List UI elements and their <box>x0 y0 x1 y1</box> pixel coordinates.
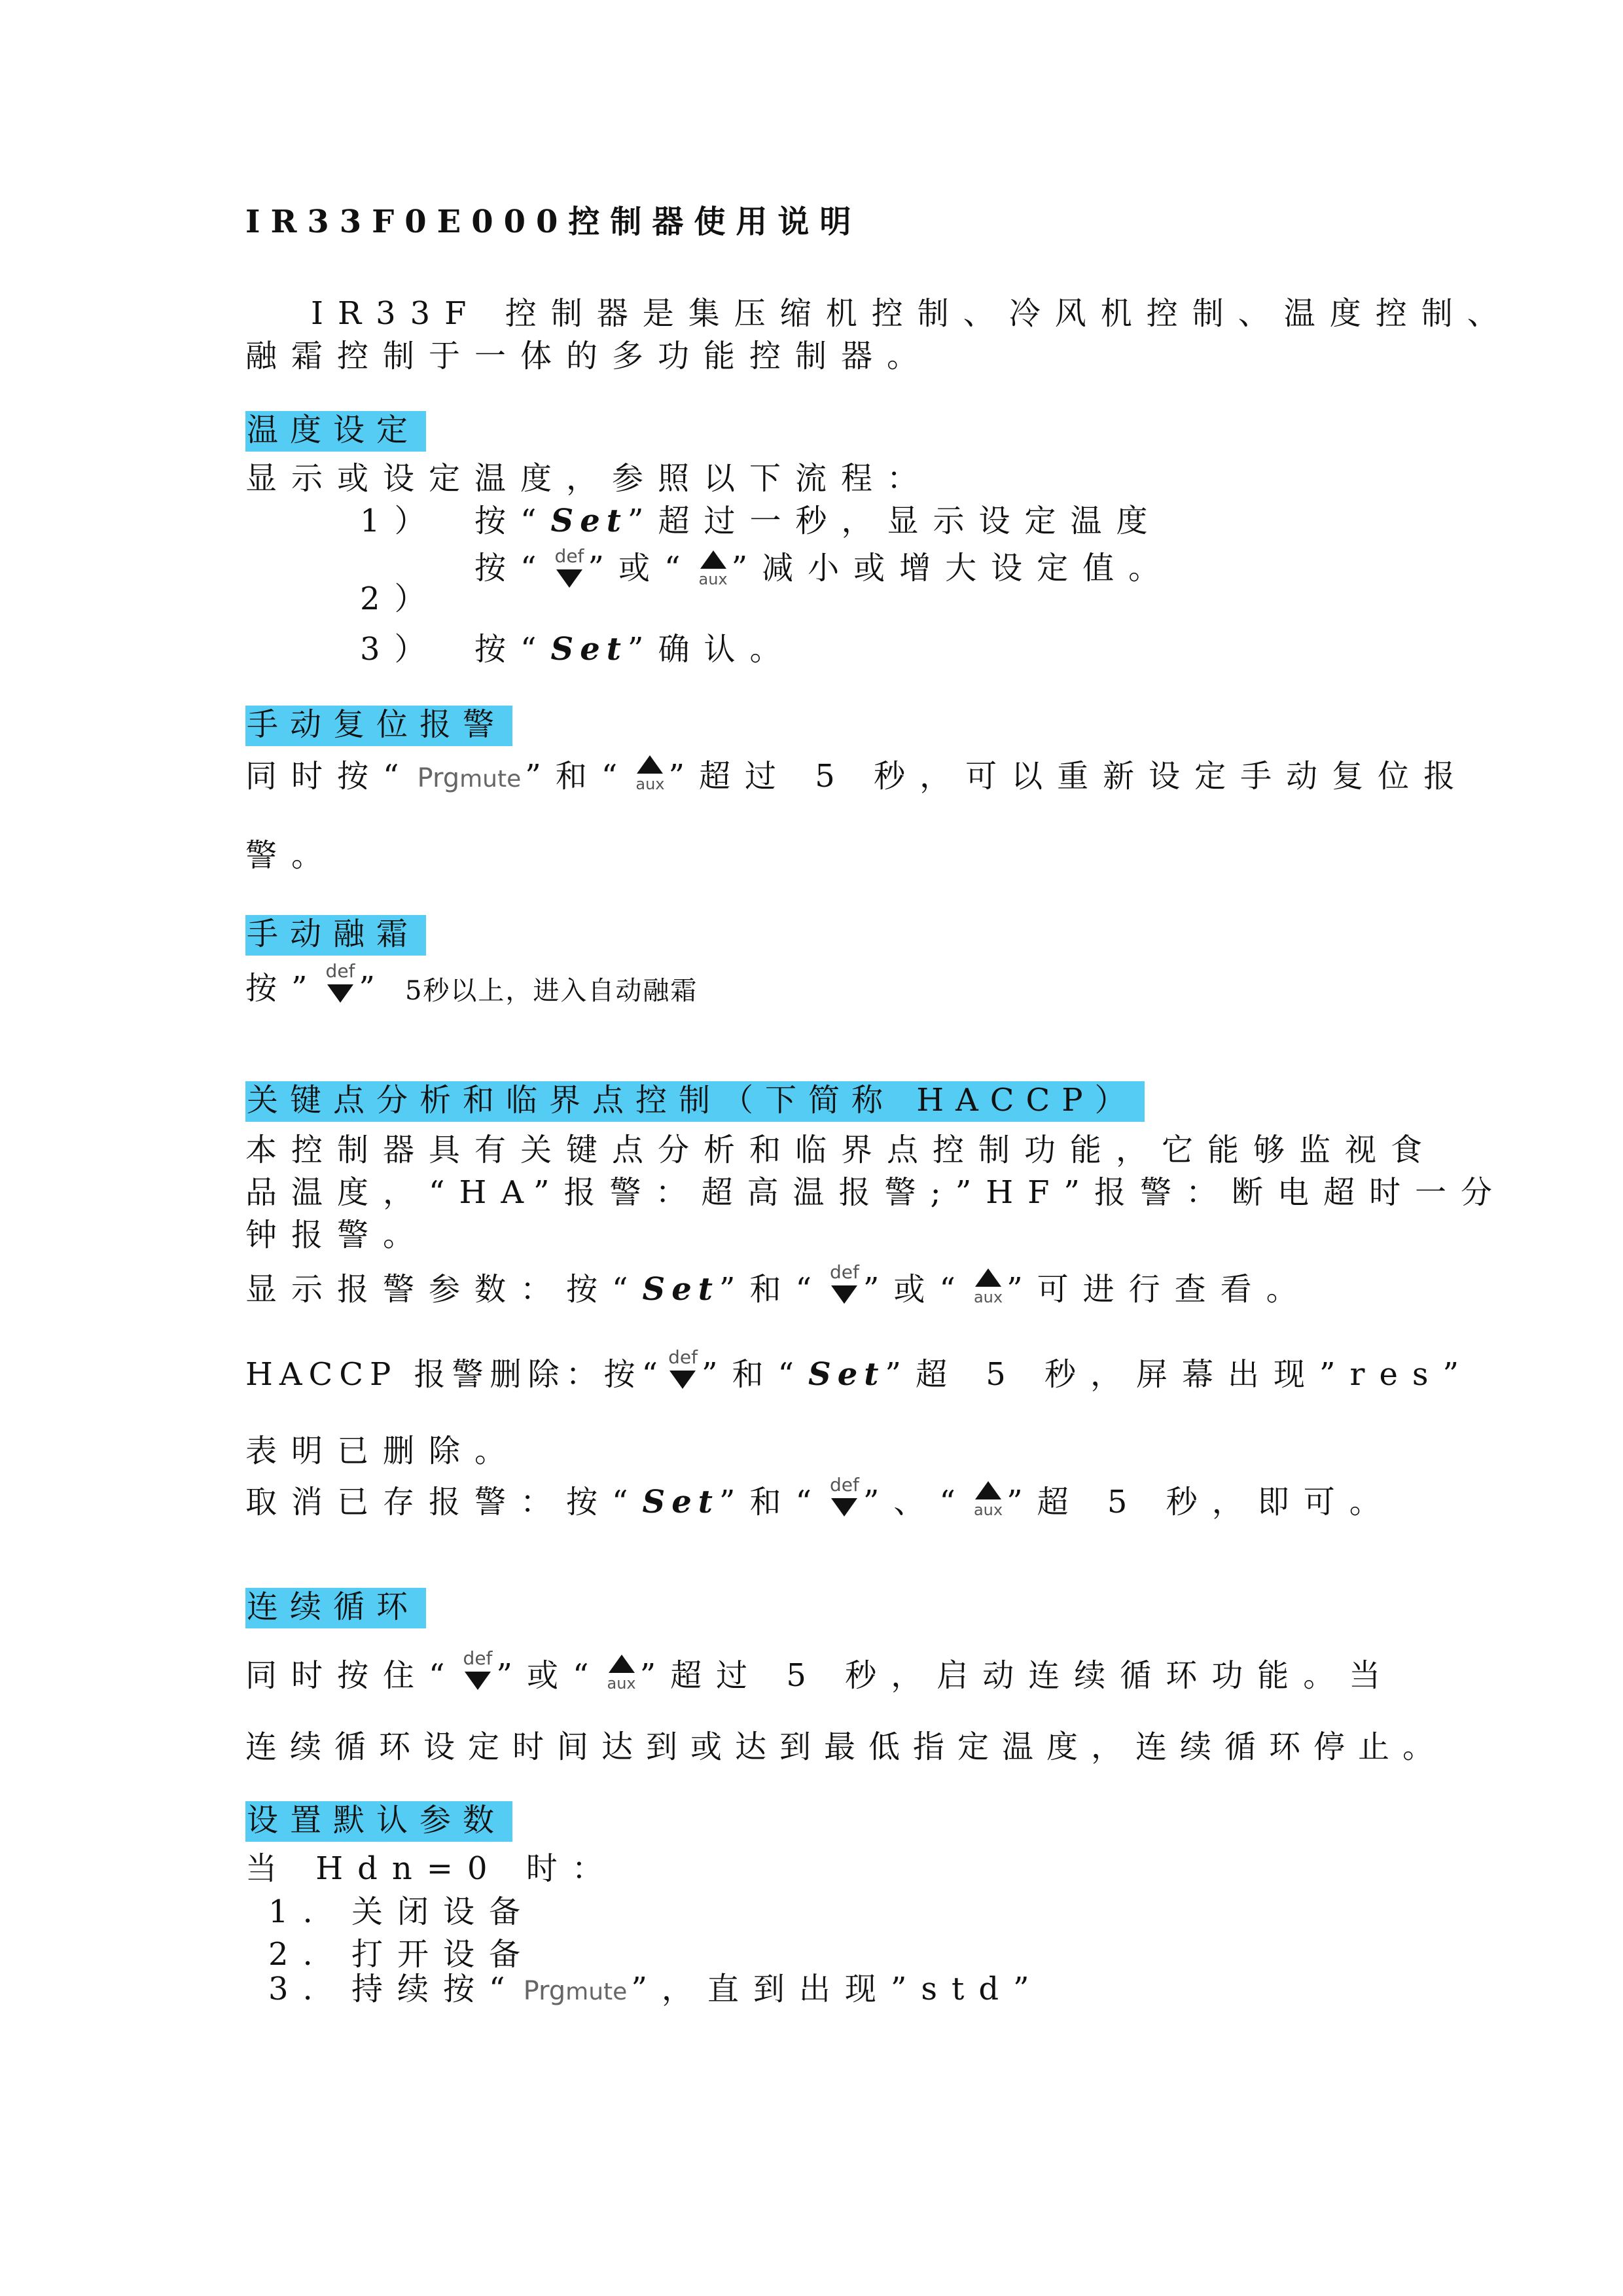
def-key-label: def <box>325 960 355 982</box>
def-down-key <box>463 1649 493 1691</box>
mute-key-label: mute <box>565 1979 628 2005</box>
defrost-text-c: 5秒以上，进入自动融霜 <box>404 976 698 1006</box>
def-down-key <box>555 547 584 589</box>
heading-temp-setting: 温度设定 <box>245 411 426 452</box>
reset-line-2: 警。 <box>245 837 338 874</box>
step-2-text-c: ”减小或增大设定值。 <box>731 550 1175 586</box>
def-key-label: def <box>830 1261 859 1283</box>
defaults-item-1: 1. 关闭设备 <box>268 1893 535 1930</box>
heading-haccp: 关键点分析和临界点控制（下简称 HACCP） <box>245 1081 1145 1122</box>
haccp-delete-line-2: 表明已删除。 <box>245 1433 521 1469</box>
reset-text-c: ”超过 5 秒，可以重新设定手动复位报 <box>668 758 1470 795</box>
defrost-text-b: ” <box>359 970 389 1007</box>
step-1-number: 1） <box>360 503 440 539</box>
defaults-item-3-text-b: ”，直到出现”std” <box>631 1971 1044 2007</box>
set-key-label: Set <box>550 631 628 668</box>
aux-key-label: aux <box>973 1288 1003 1306</box>
haccp-cancel-text-d: ”超 5 秒，即可。 <box>1007 1484 1395 1520</box>
aux-up-key <box>699 549 728 587</box>
haccp-desc-3: 钟报警。 <box>245 1217 429 1253</box>
reset-text-a: 同时按“ <box>245 758 414 795</box>
haccp-cancel-line <box>245 1476 1395 1518</box>
haccp-delete-line <box>245 1346 1474 1393</box>
step-3-text-b: ”确认。 <box>627 631 796 668</box>
mute-key-label: mute <box>459 766 522 793</box>
page-title: IR33F0E000控制器使用说明 <box>245 204 862 240</box>
aux-key-label: aux <box>973 1501 1003 1519</box>
step-1 <box>474 495 1162 541</box>
def-down-key <box>830 1263 859 1305</box>
prg-mute-key <box>524 1973 628 2005</box>
set-key-label: Set <box>808 1356 885 1393</box>
step-2-text-b: ”或“ <box>588 550 695 586</box>
down-triangle-icon <box>463 1670 492 1691</box>
up-triangle-icon <box>974 1480 1003 1501</box>
defaults-item-3-text-a: 3. 持续按“ <box>268 1971 520 2007</box>
step-3 <box>474 624 795 669</box>
set-key-label: Set <box>642 1484 719 1520</box>
haccp-desc-2: 品温度，“HA”报警：超高温报警;”HF”报警：断电超时一分 <box>245 1174 1507 1211</box>
haccp-delete-text-a: HACCP 报警删除：按“ <box>245 1356 665 1393</box>
haccp-show-text-b: ”和“ <box>719 1271 827 1308</box>
haccp-cancel-text-b: ”和“ <box>719 1484 827 1520</box>
intro-line-1: IR33F 控制器是集压缩机控制、冷风机控制、温度控制、 <box>311 295 1513 332</box>
haccp-show-text-a: 显示报警参数：按“ <box>245 1271 643 1308</box>
temp-desc: 显示或设定温度，参照以下流程： <box>245 460 933 497</box>
haccp-cancel-text-c: ”、“ <box>863 1484 970 1520</box>
def-down-key <box>326 962 355 1004</box>
cycle-line-1 <box>245 1647 1395 1694</box>
heading-default-params: 设置默认参数 <box>245 1801 512 1842</box>
haccp-show-text-d: ”可进行查看。 <box>1007 1271 1312 1308</box>
heading-continuous-cycle: 连续循环 <box>245 1588 426 1628</box>
aux-up-key <box>974 1480 1003 1518</box>
up-triangle-icon <box>635 754 664 775</box>
def-key-label: def <box>668 1346 698 1368</box>
haccp-cancel-text-a: 取消已存报警：按“ <box>245 1484 643 1520</box>
down-triangle-icon <box>326 983 355 1004</box>
cycle-text-b: ”或“ <box>496 1657 603 1694</box>
haccp-desc-1: 本控制器具有关键点分析和临界点控制功能，它能够监视食 <box>245 1132 1437 1168</box>
def-key-label: def <box>830 1474 859 1496</box>
defaults-item-2: 2. 打开设备 <box>268 1936 535 1973</box>
haccp-show-text-c: ”或“ <box>863 1271 970 1308</box>
aux-up-key <box>974 1267 1003 1305</box>
aux-key-label: aux <box>698 570 728 588</box>
cycle-text-a: 同时按住“ <box>245 1657 459 1694</box>
haccp-delete-text-b: ”和“ <box>701 1356 809 1393</box>
down-triangle-icon <box>668 1369 697 1390</box>
set-key-label: Set <box>642 1271 719 1308</box>
aux-key-label: aux <box>635 775 665 793</box>
defrost-line <box>245 960 698 1007</box>
cycle-line-2: 连续循环设定时间达到或达到最低指定温度，连续循环停止。 <box>245 1729 1448 1765</box>
def-down-key <box>830 1476 859 1518</box>
defaults-item-3 <box>268 1973 1044 2005</box>
cycle-text-c: ”超过 5 秒，启动连续循环功能。当 <box>639 1657 1395 1694</box>
down-triangle-icon <box>830 1497 859 1518</box>
aux-key-label: aux <box>607 1674 636 1693</box>
down-triangle-icon <box>830 1284 859 1305</box>
step-3-number: 3） <box>360 631 440 668</box>
up-triangle-icon <box>607 1653 636 1674</box>
heading-manual-defrost: 手动融霜 <box>245 915 426 956</box>
defaults-condition: 当 Hdn=0 时： <box>245 1850 618 1887</box>
aux-up-key <box>635 754 664 792</box>
def-key-label: def <box>554 545 584 567</box>
haccp-show-line <box>245 1261 1312 1308</box>
step-1-text-b: ”超过一秒，显示设定温度 <box>627 503 1162 539</box>
heading-manual-reset: 手动复位报警 <box>245 706 512 746</box>
def-key-label: def <box>463 1647 493 1669</box>
up-triangle-icon <box>699 549 728 570</box>
reset-text-b: ”和“ <box>525 758 632 795</box>
step-1-text-a: 按“ <box>474 503 551 539</box>
prg-key-label: Prg <box>523 1976 566 2006</box>
prg-key-label: Prg <box>417 763 460 793</box>
step-3-text-a: 按“ <box>474 631 551 668</box>
reset-line-1 <box>245 754 1470 795</box>
def-down-key <box>668 1348 698 1390</box>
step-2 <box>474 547 1174 589</box>
down-triangle-icon <box>555 568 584 589</box>
intro-line-2: 融霜控制于一体的多功能控制器。 <box>245 338 933 374</box>
prg-mute-key <box>418 761 522 792</box>
up-triangle-icon <box>974 1267 1003 1288</box>
step-2-number: 2） <box>360 581 440 617</box>
aux-up-key <box>607 1653 636 1691</box>
set-key-label: Set <box>550 503 628 539</box>
defrost-text-a: 按” <box>245 970 322 1007</box>
step-2-text-a: 按“ <box>474 550 551 586</box>
haccp-delete-text-c: ”超 5 秒，屏幕出现”res” <box>885 1356 1474 1393</box>
